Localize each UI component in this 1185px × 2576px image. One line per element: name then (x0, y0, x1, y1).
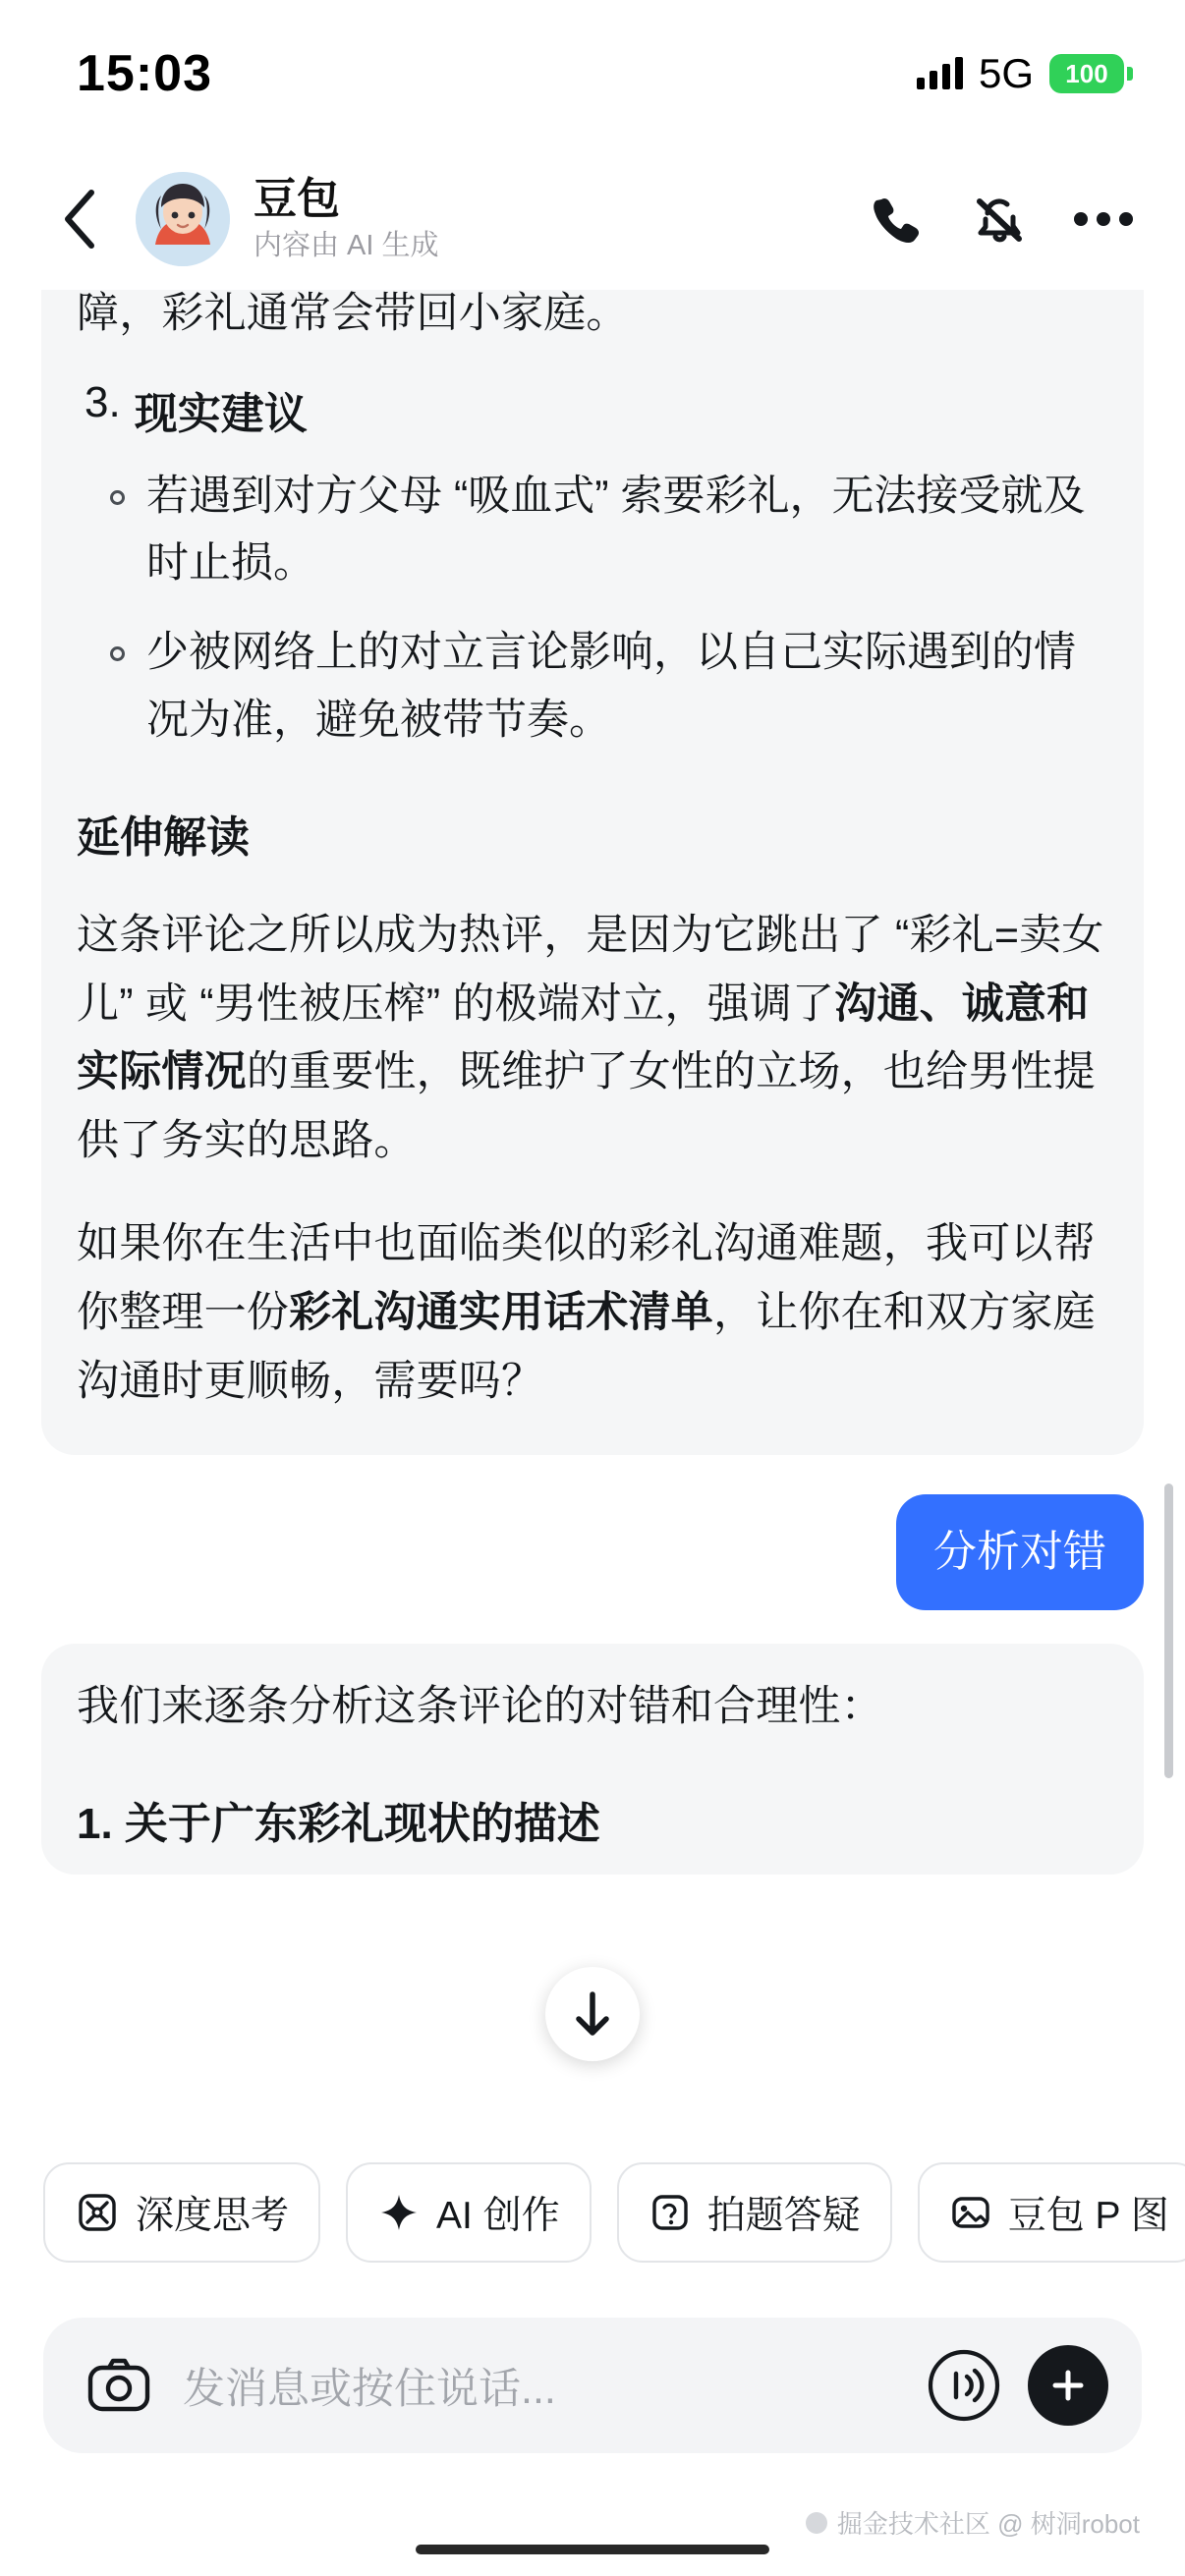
deep-think-icon (75, 2190, 120, 2235)
chip-label: 深度思考 (136, 2195, 290, 2237)
sparkle-icon (377, 2191, 421, 2234)
list-item (77, 463, 1108, 598)
scroll-to-bottom-button[interactable] (545, 1967, 640, 2061)
add-button[interactable] (1028, 2345, 1108, 2426)
voice-button[interactable] (924, 2345, 1004, 2426)
message-input-bar[interactable] (43, 2318, 1142, 2453)
back-button[interactable] (45, 185, 114, 253)
plus-icon (1046, 2364, 1090, 2407)
paragraph-part-c: ，让你在和双方家庭沟通时更顺畅，需要吗？ (77, 1289, 1096, 1405)
list-number: 3. (85, 377, 121, 426)
chevron-left-icon (58, 187, 101, 252)
ordered-list-item (77, 378, 1108, 441)
user-message-row (41, 1494, 1144, 1609)
voice-wave-icon (927, 2348, 1001, 2423)
chip-deep-think[interactable] (43, 2162, 320, 2263)
status-time: 15:03 (77, 45, 212, 102)
list-item (77, 619, 1108, 755)
paragraph-part-a: 如果你在生活中也面临类似的彩礼沟通难题，我可以帮你整理一份 (77, 1220, 1096, 1337)
quick-action-chips[interactable] (0, 2154, 1185, 2271)
ai-2-heading: 1. 关于广东彩礼现状的描述 (77, 1800, 600, 1849)
arrow-down-icon (570, 1988, 615, 2040)
more-button[interactable] (1073, 189, 1134, 250)
chip-ai-create[interactable] (346, 2162, 592, 2263)
message-input[interactable]: 发消息或按住说话... (183, 2365, 556, 2413)
phone-icon (867, 191, 924, 248)
watermark-icon (806, 2512, 827, 2534)
ai-disclaimer-label: 内容由 AI 生成 (254, 230, 439, 262)
nav-actions (865, 189, 1134, 250)
mute-button[interactable] (969, 189, 1030, 250)
paragraph-part-a: 这条评论之所以成为热评，是因为它跳出了 “彩礼=卖女儿” 或 “男性被压榨” 的极端对立，强调了 (77, 911, 1104, 1028)
paragraph-part-c: 的重要性，既维护了女性的立场，也给男性提供了务实的思路。 (77, 1048, 1096, 1164)
bullet-dot-icon (110, 490, 125, 505)
list-title: 现实建议 (134, 389, 308, 438)
more-horizontal-icon (1073, 209, 1134, 229)
page-title: 豆包 (254, 174, 340, 223)
image-icon (949, 2191, 992, 2234)
status-bar (0, 0, 1185, 147)
chip-label: 豆包 P 图 (1007, 2195, 1169, 2237)
ai-message-bubble-2 (41, 1644, 1144, 1876)
nav-bar (0, 147, 1185, 290)
ai-paragraph-2 (77, 1210, 1108, 1416)
scrollbar[interactable] (1164, 1484, 1173, 1778)
nav-title-block[interactable] (254, 175, 865, 263)
paragraph-emphasis: 彩礼沟通实用话术清单 (289, 1289, 713, 1337)
photo-question-icon (649, 2191, 692, 2234)
list-item-text: 少被网络上的对立言论影响，以自己实际遇到的情况为准，避免被带节奏。 (146, 629, 1076, 745)
avatar-doubao-icon (136, 172, 230, 266)
bell-off-icon (970, 190, 1029, 249)
signal-bars-icon (917, 58, 963, 89)
chip-image-edit[interactable] (918, 2162, 1185, 2263)
user-message-bubble: 分析对错 (896, 1494, 1144, 1609)
call-button[interactable] (865, 189, 926, 250)
status-indicators (917, 50, 1124, 97)
bullet-list (77, 463, 1108, 755)
chat-scroll-area[interactable] (0, 290, 1185, 2119)
avatar[interactable] (136, 172, 230, 266)
battery-icon (1049, 54, 1124, 93)
ai-2-paragraph: 我们来逐条分析这条评论的对错和合理性： (77, 1682, 883, 1730)
camera-icon (86, 2356, 151, 2415)
ai-paragraph-1 (77, 902, 1108, 1176)
watermark-text: 掘金技术社区 @ 树洞robot (836, 2509, 1140, 2539)
paragraph-emphasis: 沟通、诚意和实际情况 (77, 980, 1090, 1096)
list-item-text: 若遇到对方父母 “吸血式” 索要彩礼，无法接受就及时止损。 (146, 472, 1086, 588)
section-heading: 延伸解读 (77, 812, 250, 862)
chip-label: 拍题答疑 (706, 2195, 861, 2237)
network-type-label: 5G (978, 50, 1034, 96)
camera-button[interactable] (79, 2345, 159, 2426)
ai-top-fragment: 障，彩礼通常会带回小家庭。 (77, 290, 629, 337)
watermark (806, 2504, 1140, 2541)
home-indicator (416, 2545, 769, 2554)
chip-label: AI 创作 (436, 2195, 560, 2237)
chip-photo-question[interactable] (617, 2162, 892, 2263)
ai-message-bubble (41, 290, 1144, 1455)
battery-level: 100 (1065, 58, 1108, 88)
bullet-dot-icon (110, 646, 125, 661)
